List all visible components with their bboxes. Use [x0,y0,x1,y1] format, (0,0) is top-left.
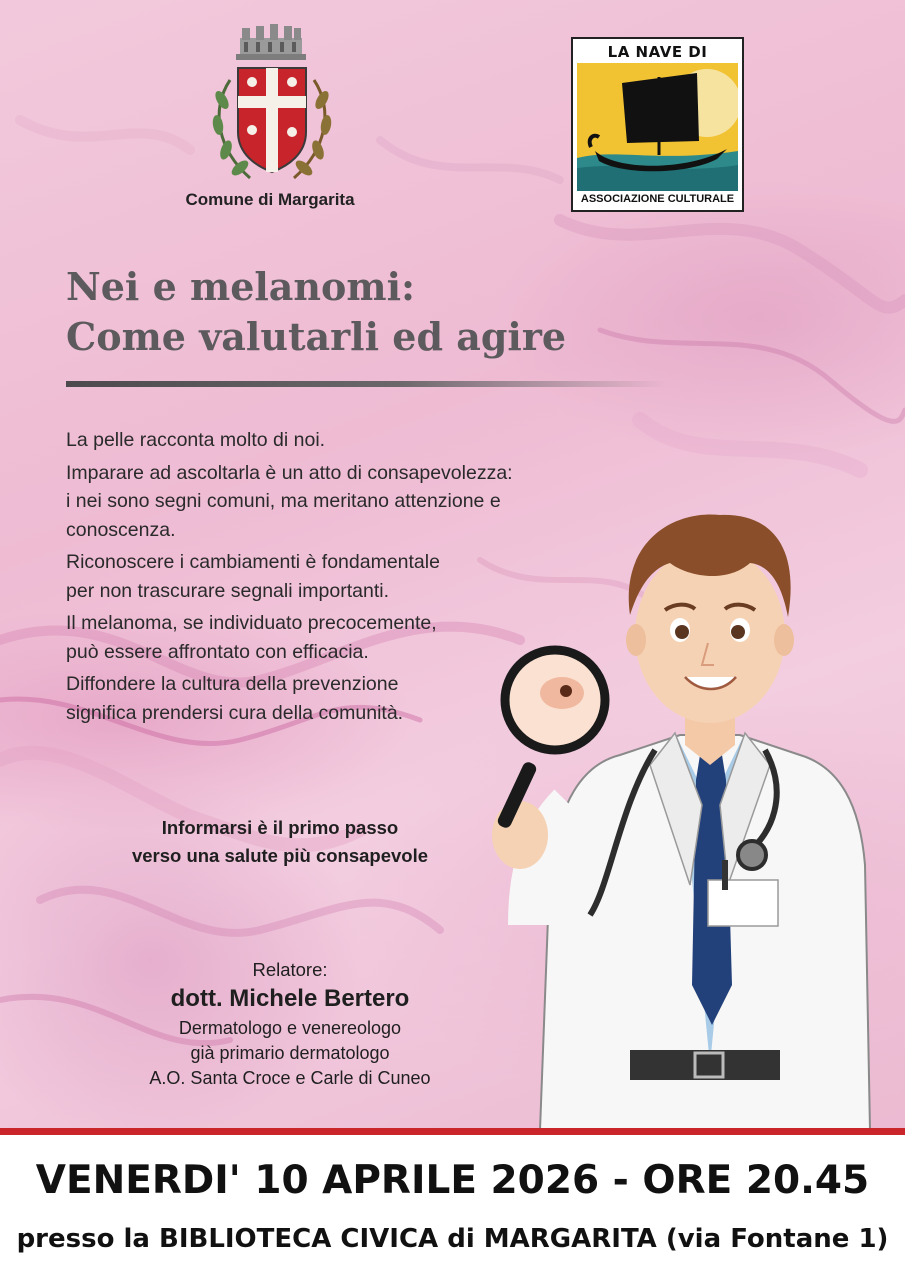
body-line: La pelle racconta molto di noi. [66,429,326,451]
speaker-role-2: già primario dermatologo [190,1043,390,1063]
body-line: può essere affrontato con efficacia. [66,640,369,663]
speaker-block [110,958,470,1091]
speaker-label: Relatore: [252,959,328,980]
body-paragraph-1 [66,426,606,455]
speaker-name: dott. Michele Bertero [170,985,410,1012]
page-title [66,262,766,362]
body-line: Diffondere la cultura della prevenzione [66,673,399,695]
body-line: per non trascurare segnali importanti. [66,579,389,602]
association-logo [571,37,744,212]
speaker-role-1: Dermatologo e venereologo [178,1018,402,1038]
event-venue: presso la BIBLIOTECA CIVICA di MARGARITA (via Fontane 1) [16,1224,889,1254]
body-line: significa prendersi cura della comunità. [66,701,404,724]
ship-logo-icon [577,63,738,191]
footer [0,1130,905,1280]
association-name: LA NAVE DI [607,43,708,61]
body-line: Imparare ad ascoltarla è un atto di consapevolezza: [66,461,513,484]
body-line: Riconoscere i cambiamenti è fondamentale [66,551,440,573]
motto-line-1: Informarsi è il primo passo [161,817,399,838]
event-date-time: VENERDI' 10 APRILE 2026 - ORE 20.45 [35,1158,870,1203]
doctor-illustration-icon [470,505,905,1130]
body-line: conoscenza. [66,518,176,541]
speaker-role-3: A.O. Santa Croce e Carle di Cuneo [149,1068,431,1088]
comune-coat-of-arms-icon [200,20,345,188]
motto-line-2: verso una salute più consapevole [131,845,429,866]
comune-label: Comune di Margarita [185,190,355,209]
title-line-2: Come valutarli ed agire [66,314,567,359]
body-line: i nei sono segni comuni, ma meritano attenzione e [66,490,501,512]
title-divider [66,381,666,387]
motto [90,814,470,870]
footer-red-bar [0,1128,905,1135]
association-type: ASSOCIAZIONE CULTURALE [580,193,735,205]
body-line: Il melanoma, se individuato precocemente, [66,612,437,634]
title-line-1: Nei e melanomi: [66,264,416,309]
